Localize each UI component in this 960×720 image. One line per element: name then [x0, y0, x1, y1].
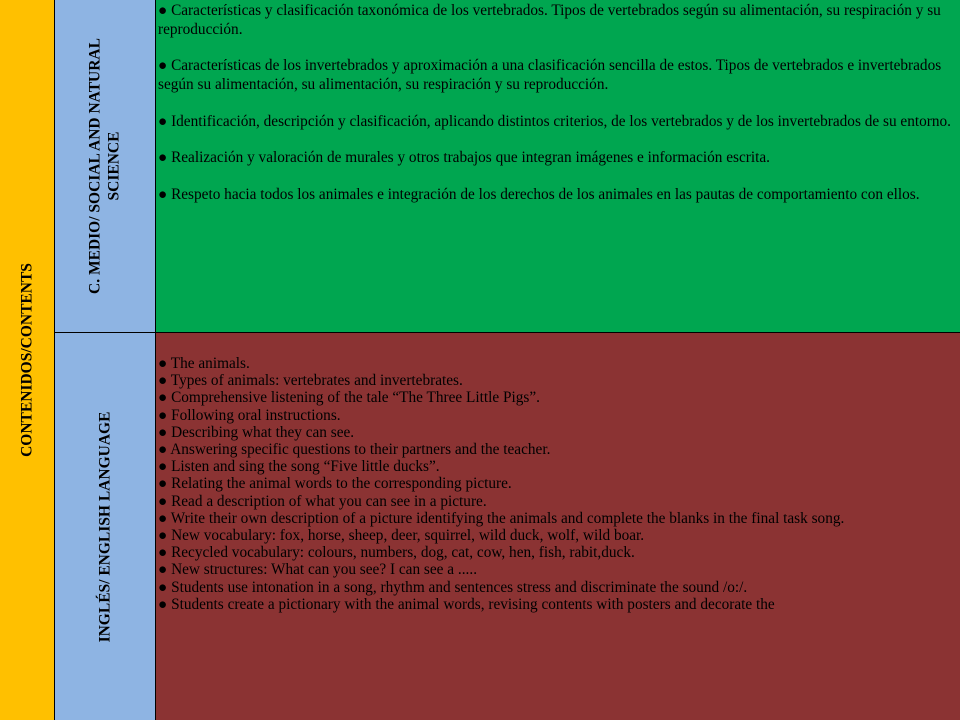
english-item: ● New structures: What can you see? I can see a .....	[158, 561, 478, 579]
contents-label: CONTENIDOS/CONTENTS	[18, 263, 36, 457]
english-item: ● Relating the animal words to the corresponding picture.	[158, 475, 512, 493]
english-label: INGLÉS/ ENGLISH LANGUAGE	[96, 411, 114, 642]
english-item: ● Describing what they can see.	[158, 423, 355, 441]
science-item: ● Respeto hacia todos los animales e integración de los derechos de los animales en las pautas de comportamiento con ellos.	[158, 185, 920, 203]
english-item: ● Write their own description of a picture identifying the animals and complete the blanks in the final task song.	[158, 509, 845, 527]
english-item: ● New vocabulary: fox, horse, sheep, deer, squirrel, wild duck, wolf, wild boar.	[158, 527, 645, 545]
science-subject-cell	[55, 0, 156, 333]
science-label	[86, 38, 125, 294]
science-label-line1: C. MEDIO/ SOCIAL AND NATURAL	[86, 38, 104, 294]
english-item: ● Listen and sing the song “Five little ducks”.	[158, 458, 440, 476]
science-contents-cell	[156, 0, 960, 333]
science-item: ● Características de los invertebrados y aproximación a una clasificación sencilla de estos. Tipos de vertebrados e invertebrados según su alimentación, su alimentación, su respiración y su reproducción.	[158, 57, 942, 93]
english-subject-cell	[55, 333, 156, 720]
english-item: ● Students use intonation in a song, rhythm and sentences stress and discriminate the sound /o:/.	[158, 578, 748, 596]
science-item: ● Características y clasificación taxonómica de los vertebrados. Tipos de vertebrados según su alimentación, su respiración y su reproducción.	[158, 2, 941, 38]
science-item: ● Realización y valoración de murales y otros trabajos que integran imágenes e información escrita.	[158, 149, 770, 167]
english-item: ● Types of animals: vertebrates and invertebrates.	[158, 372, 463, 390]
english-item: ● Answering specific questions to their partners and the teacher.	[158, 441, 551, 459]
english-item: ● Recycled vocabulary: colours, numbers, dog, cat, cow, hen, fish, rabit,duck.	[158, 544, 635, 562]
science-label-line2: SCIENCE	[106, 131, 123, 201]
contents-column	[0, 0, 55, 720]
english-contents-cell	[156, 333, 960, 720]
science-item: ● Identificación, descripción y clasificación, aplicando distintos criterios, de los vertebrados y de los invertebrados de su entorno.	[158, 112, 951, 130]
english-item: ● Comprehensive listening of the tale “The Three Little Pigs”.	[158, 389, 540, 407]
english-item: ● Read a description of what you can see in a picture.	[158, 492, 487, 510]
english-item: ● The animals.	[158, 355, 250, 372]
english-item: ● Students create a pictionary with the animal words, revising contents with posters and decorate the	[158, 595, 775, 613]
english-item: ● Following oral instructions.	[158, 406, 341, 424]
